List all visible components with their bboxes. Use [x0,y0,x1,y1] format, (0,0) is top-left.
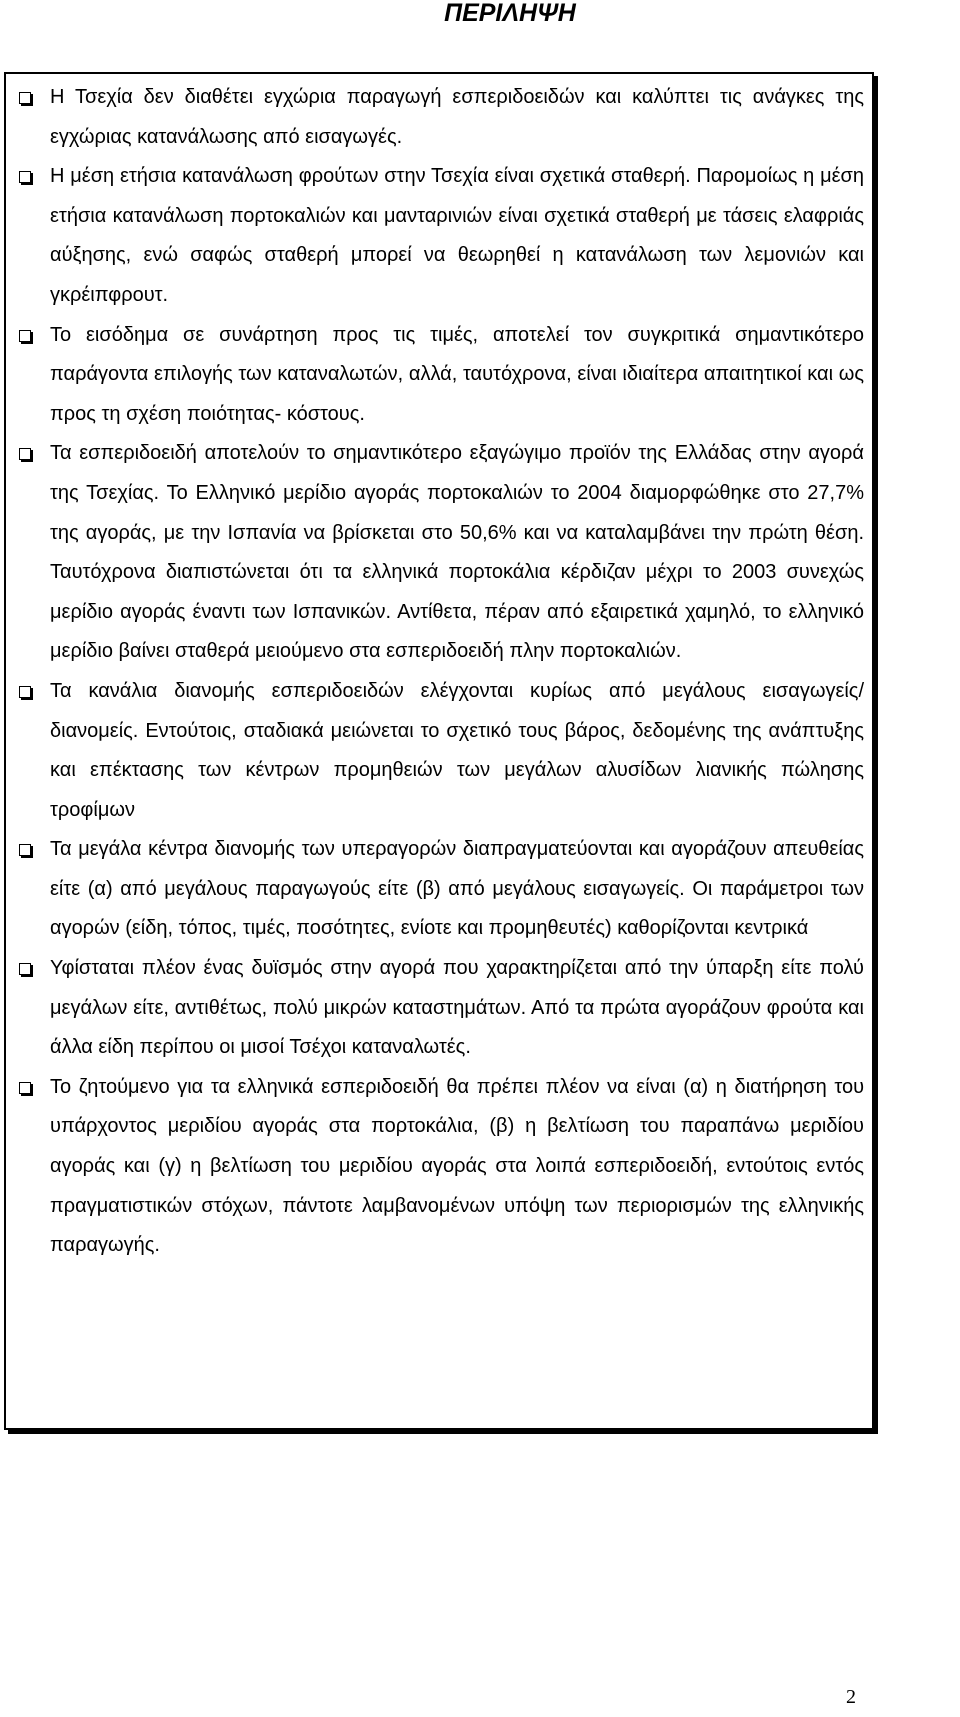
list-item-text: Η μέση ετήσια κατανάλωση φρούτων στην Τσεχία είναι σχετικά σταθερή. Παρομοίως η μέση ετήσια κατανάλωση πορτοκαλιών και μανταρινιών είναι σχετικά σταθερή με τάσεις ελαφριάς αύξησης, ενώ σαφώς σταθερή μπορεί να θεωρηθεί η κατανάλωση των λεμονιών και γκρέιπφρουτ. [50,165,864,306]
checkbox-bullet-icon [19,330,31,342]
checkbox-bullet-icon [19,448,31,460]
list-item [6,78,872,157]
list-item-text: Τα μεγάλα κέντρα διανομής των υπεραγορών διαπραγματεύονται και αγοράζουν απευθείας είτε (α) από μεγάλους παραγωγούς είτε (β) από μεγάλους εισαγωγείς. Οι παράμετροι των αγορών (είδη, τόπος, τιμές, ποσότητες, ενίοτε και προμηθευτές) καθορίζονται κεντρικά [50,838,864,940]
list-item [6,949,872,1068]
page-title: ΠΕΡΙΛΗΨΗ [444,0,576,27]
list-item [6,157,872,315]
checkbox-bullet-icon [19,171,31,183]
list-item-text: Τα κανάλια διανομής εσπεριδοειδών ελέγχονται κυρίως από μεγάλους εισαγωγείς/ διανομείς. Εντούτοις, σταδιακά μειώνεται το σχετικό τους βάρος, δεδομένης της ανάπτυξης και επέκτασης των κέντρων προμηθειών των μεγάλων αλυσίδων λιανικής πώλησης τροφίμων [50,679,864,821]
list-item-text: Το ζητούμενο για τα ελληνικά εσπεριδοειδή θα πρέπει πλέον να είναι (α) η διατήρηση του υπάρχοντος μεριδίου αγοράς στα πορτοκάλια, (β) η βελτίωση του παραπάνω μεριδίου αγοράς και (γ) η βελτίωση του μεριδίου αγοράς στα λοιπά εσπεριδοειδή, εντούτοις εντός πραγματιστικών στόχων, πάντοτε λαμβανομένων υπόψη των περιορισμών της ελληνικής παραγωγής. [50,1075,864,1257]
list-item [6,1068,872,1266]
checkbox-bullet-icon [19,844,31,856]
list-item-text: Η Τσεχία δεν διαθέτει εγχώρια παραγωγή εσπεριδοειδών και καλύπτει τις ανάγκες της εγχώριας κατανάλωσης από εισαγωγές. [50,86,864,148]
checkbox-bullet-icon [19,963,31,975]
summary-box [4,72,874,1430]
checkbox-bullet-icon [19,92,31,104]
checkbox-bullet-icon [19,1082,31,1094]
list-item-text: Υφίσταται πλέον ένας δυϊσμός στην αγορά που χαρακτηρίζεται από την ύπαρξη είτε πολύ μεγάλων είτε, αντιθέτως, πολύ μικρών καταστημάτων. Από τα πρώτα αγοράζουν φρούτα και άλλα είδη περίπου οι μισοί Τσέχοι καταναλωτές. [50,957,864,1059]
list-item [6,830,872,949]
checkbox-bullet-icon [19,686,31,698]
list-item-text: Το εισόδημα σε συνάρτηση προς τις τιμές, αποτελεί τον συγκριτικά σημαντικότερο παράγοντα επιλογής των καταναλωτών, αλλά, ταυτόχρονα, είναι ιδιαίτερα απαιτητικοί και ως προς τη σχέση ποιότητας- κόστους. [50,323,864,425]
list-item [6,672,872,830]
page-number: 2 [846,1686,856,1708]
list-item [6,316,872,435]
list-item [6,434,872,672]
list-item-text: Τα εσπεριδοειδή αποτελούν το σημαντικότερο εξαγώγιμο προϊόν της Ελλάδας στην αγορά της Τσεχίας. Το Ελληνικό μερίδιο αγοράς πορτοκαλιών το 2004 διαμορφώθηκε στο 27,7% της αγοράς, με την Ισπανία να βρίσκεται στο 50,6% και να καταλαμβάνει την πρώτη θέση. Ταυτόχρονα διαπιστώνεται ότι τα ελληνικά πορτοκάλια κέρδιζαν μέχρι το 2003 συνεχώς μερίδιο αγοράς έναντι των Ισπανικών. Αντίθετα, πέραν από εξαιρετικά χαμηλό, το ελληνικό μερίδιο βαίνει σταθερά μειούμενο στα εσπεριδοειδή πλην πορτοκαλιών. [50,442,864,663]
summary-bullet-list [6,74,872,1266]
